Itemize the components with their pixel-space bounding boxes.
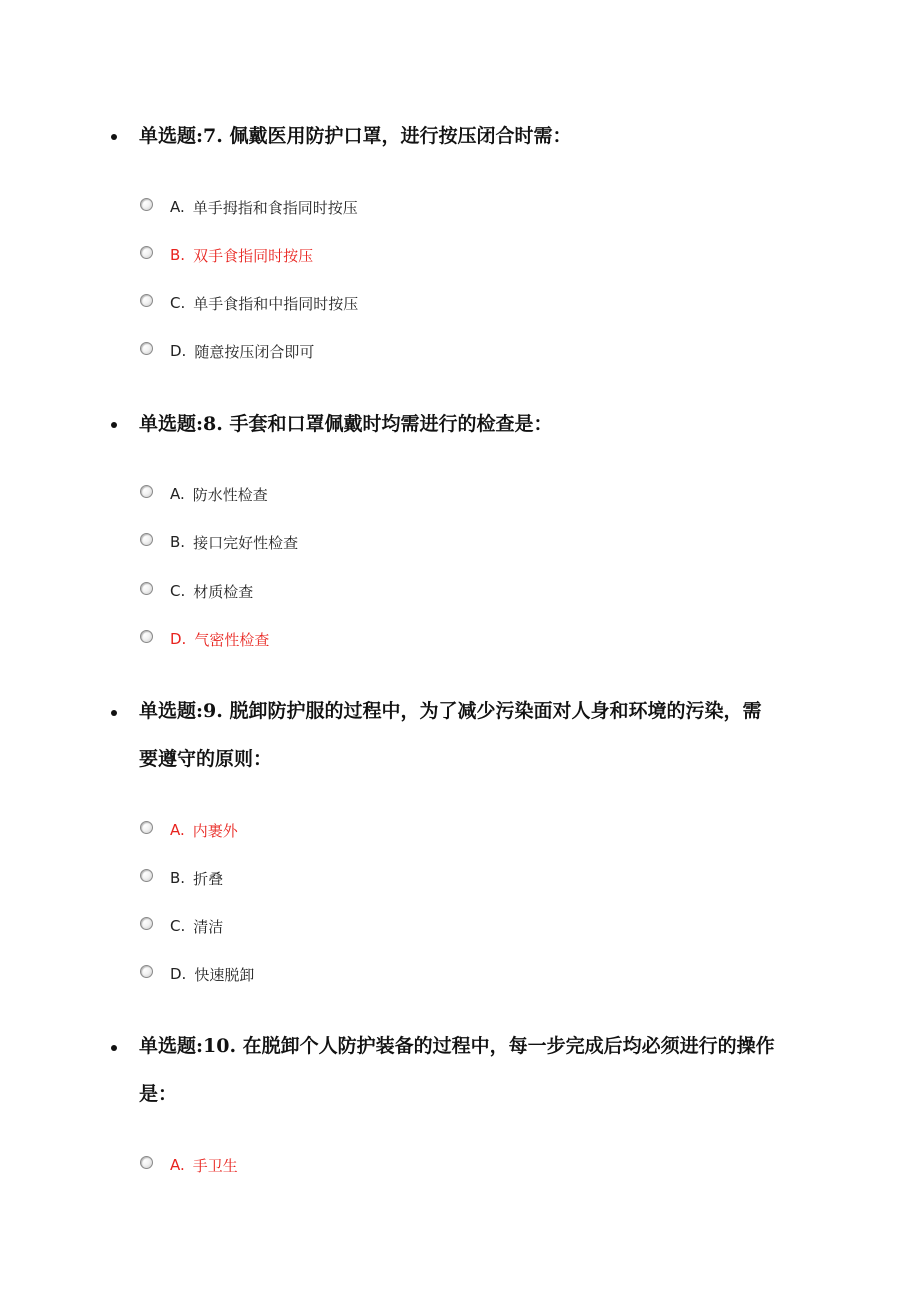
option-d[interactable] xyxy=(140,340,314,362)
option-text: 双手食指同时按压 xyxy=(193,246,314,265)
radio-icon[interactable] xyxy=(140,582,153,595)
radio-icon[interactable] xyxy=(140,294,153,307)
radio-icon[interactable] xyxy=(140,917,153,930)
option-b[interactable] xyxy=(140,867,223,889)
option-a[interactable] xyxy=(140,483,268,505)
radio-icon[interactable] xyxy=(140,246,153,259)
option-letter: A. xyxy=(170,821,185,839)
option-text: 材质检查 xyxy=(193,582,254,601)
option-text: 单手食指和中指同时按压 xyxy=(193,294,359,313)
option-text: 内裹外 xyxy=(192,821,238,840)
option-text: 手卫生 xyxy=(192,1156,238,1175)
option-letter: D. xyxy=(170,965,187,983)
option-letter: C. xyxy=(170,917,186,935)
option-text: 快速脱卸 xyxy=(194,965,255,984)
option-text: 单手拇指和食指同时按压 xyxy=(192,198,358,217)
option-c[interactable] xyxy=(140,580,253,602)
option-letter: A. xyxy=(170,1156,185,1174)
option-text: 接口完好性检查 xyxy=(193,533,299,552)
option-d[interactable] xyxy=(140,628,269,650)
option-a[interactable] xyxy=(140,819,238,841)
option-letter: C. xyxy=(170,294,186,312)
option-letter: B. xyxy=(170,869,186,887)
option-c[interactable] xyxy=(140,292,358,314)
question-text: 单选题:10. 在脱卸个人防护装备的过程中，每一步完成后均必须进行的操作是： xyxy=(139,1035,775,1105)
radio-icon[interactable] xyxy=(140,821,153,834)
option-letter: B. xyxy=(170,246,186,264)
question-text: 单选题:8. 手套和口罩佩戴时均需进行的检查是： xyxy=(139,413,553,435)
option-a[interactable] xyxy=(140,196,358,218)
option-b[interactable] xyxy=(140,244,313,266)
option-letter: C. xyxy=(170,582,186,600)
radio-icon[interactable] xyxy=(140,485,153,498)
option-letter: B. xyxy=(170,533,186,551)
option-letter: A. xyxy=(170,485,185,503)
radio-icon[interactable] xyxy=(140,965,153,978)
radio-icon[interactable] xyxy=(140,342,153,355)
option-a[interactable] xyxy=(140,1154,238,1176)
question-text: 单选题:7. 佩戴医用防护口罩，进行按压闭合时需： xyxy=(139,125,572,147)
bullet-icon xyxy=(111,710,117,716)
option-text: 随意按压闭合即可 xyxy=(194,342,315,361)
option-c[interactable] xyxy=(140,915,223,937)
radio-icon[interactable] xyxy=(140,533,153,546)
option-b[interactable] xyxy=(140,531,298,553)
option-text: 防水性检查 xyxy=(192,485,268,504)
option-letter: D. xyxy=(170,342,187,360)
radio-icon[interactable] xyxy=(140,630,153,643)
option-text: 清洁 xyxy=(193,917,224,936)
bullet-icon xyxy=(111,1045,117,1051)
option-text: 气密性检查 xyxy=(194,630,270,649)
bullet-icon xyxy=(111,422,117,428)
radio-icon[interactable] xyxy=(140,869,153,882)
radio-icon[interactable] xyxy=(140,198,153,211)
bullet-icon xyxy=(111,134,117,140)
option-letter: D. xyxy=(170,630,187,648)
option-d[interactable] xyxy=(140,963,254,985)
option-text: 折叠 xyxy=(193,869,224,888)
option-letter: A. xyxy=(170,198,185,216)
radio-icon[interactable] xyxy=(140,1156,153,1169)
question-text: 单选题:9. 脱卸防护服的过程中，为了减少污染面对人身和环境的污染，需要遵守的原则： xyxy=(139,700,762,770)
